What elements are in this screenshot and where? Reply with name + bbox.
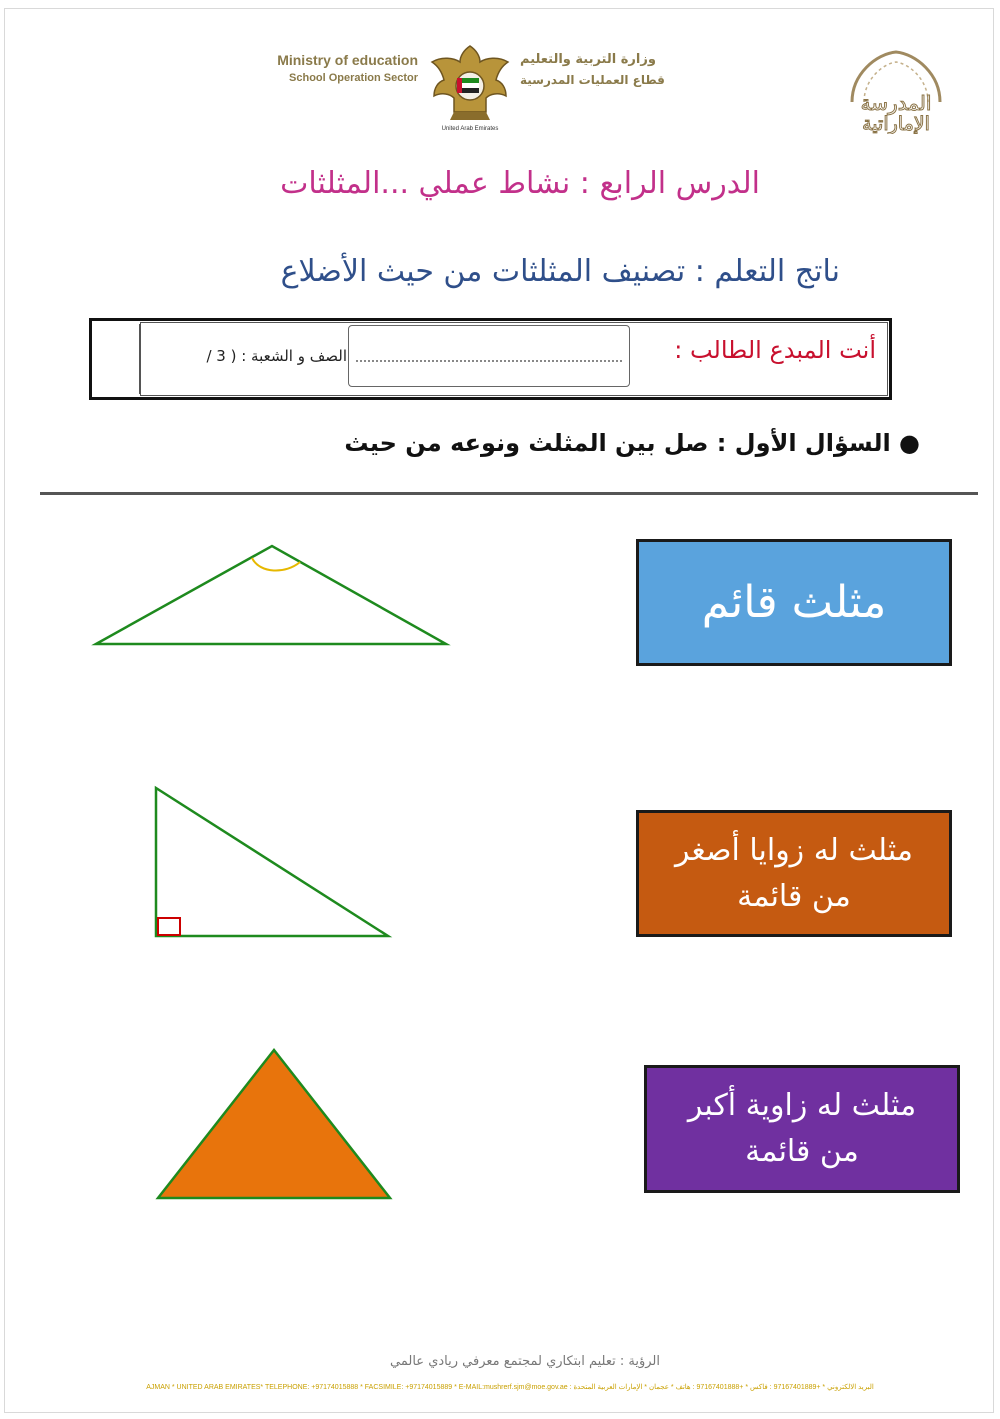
ministry-ar-line1: وزارة التربية والتعليم [520,52,656,67]
learning-outcome: ناتج التعلم : تصنيف المثلثات من حيث الأضلاع [280,254,840,289]
question-1 [280,424,920,462]
class-section-label: الصف و الشعبة : ( 3 / [206,347,347,365]
obtuse-triangle-shape [96,546,446,644]
lesson-title: الدرس الرابع : نشاط عملي ...المثلثات [280,166,760,201]
student-label: أنت المبدع الطالب : [674,336,876,364]
type-label-obtuse: مثلث له زاوية أكبر من قائمة [687,1088,917,1169]
uae-falcon-emblem-icon [424,42,516,132]
type-label-acute: مثلث له زوايا أصغر من قائمة [675,832,913,914]
school-logo-line1: المدرسة [860,91,932,115]
school-dome-logo-icon [838,50,954,134]
question-1-text: السؤال الأول : صل بين المثلث ونوعه من حيث [344,429,891,457]
student-name-dotted-line [356,346,622,362]
student-info-left-cell [96,324,140,394]
footer-vision: الرؤية : تعليم ابتكاري لمجتمع معرفي ريادي عالمي [390,1354,660,1369]
ministry-en-line2: School Operation Sector [289,72,418,84]
obtuse-angle-arc [252,558,300,571]
type-box-acute-triangle[interactable] [636,810,952,937]
ministry-ar-line2: قطاع العمليات المدرسية [520,73,665,87]
ministry-name-en [240,50,418,86]
school-logo-line2: الإماراتية [862,113,930,134]
acute-triangle-figure[interactable] [152,1044,396,1204]
obtuse-triangle-figure[interactable] [90,540,454,650]
type-box-obtuse-triangle[interactable] [644,1065,960,1193]
bullet-icon: ● [890,429,920,457]
type-box-right-triangle[interactable] [636,539,952,666]
acute-triangle-shape [158,1050,390,1198]
right-triangle-shape [156,788,388,936]
divider-line [40,492,978,495]
right-triangle-figure[interactable] [150,782,396,942]
type-label-right: مثلث قائم [701,576,887,628]
emblem-caption: United Arab Emirates [441,126,499,132]
ministry-en-line1: Ministry of education [277,52,418,68]
ministry-name-ar [520,50,670,90]
footer-contact: AJMAN * UNITED ARAB EMIRATES* TELEPHONE: +97174015888 * FACSIMILE: +97174015889 * E-MAIL:mushrerf.sjm@moe.gov.ae : البريد الالكتروني * +97167401889 : فاكس * +97167401888 : هاتف * عجمان * الإمارات العربية المتحدة [146,1384,874,1391]
right-angle-mark [158,918,180,935]
